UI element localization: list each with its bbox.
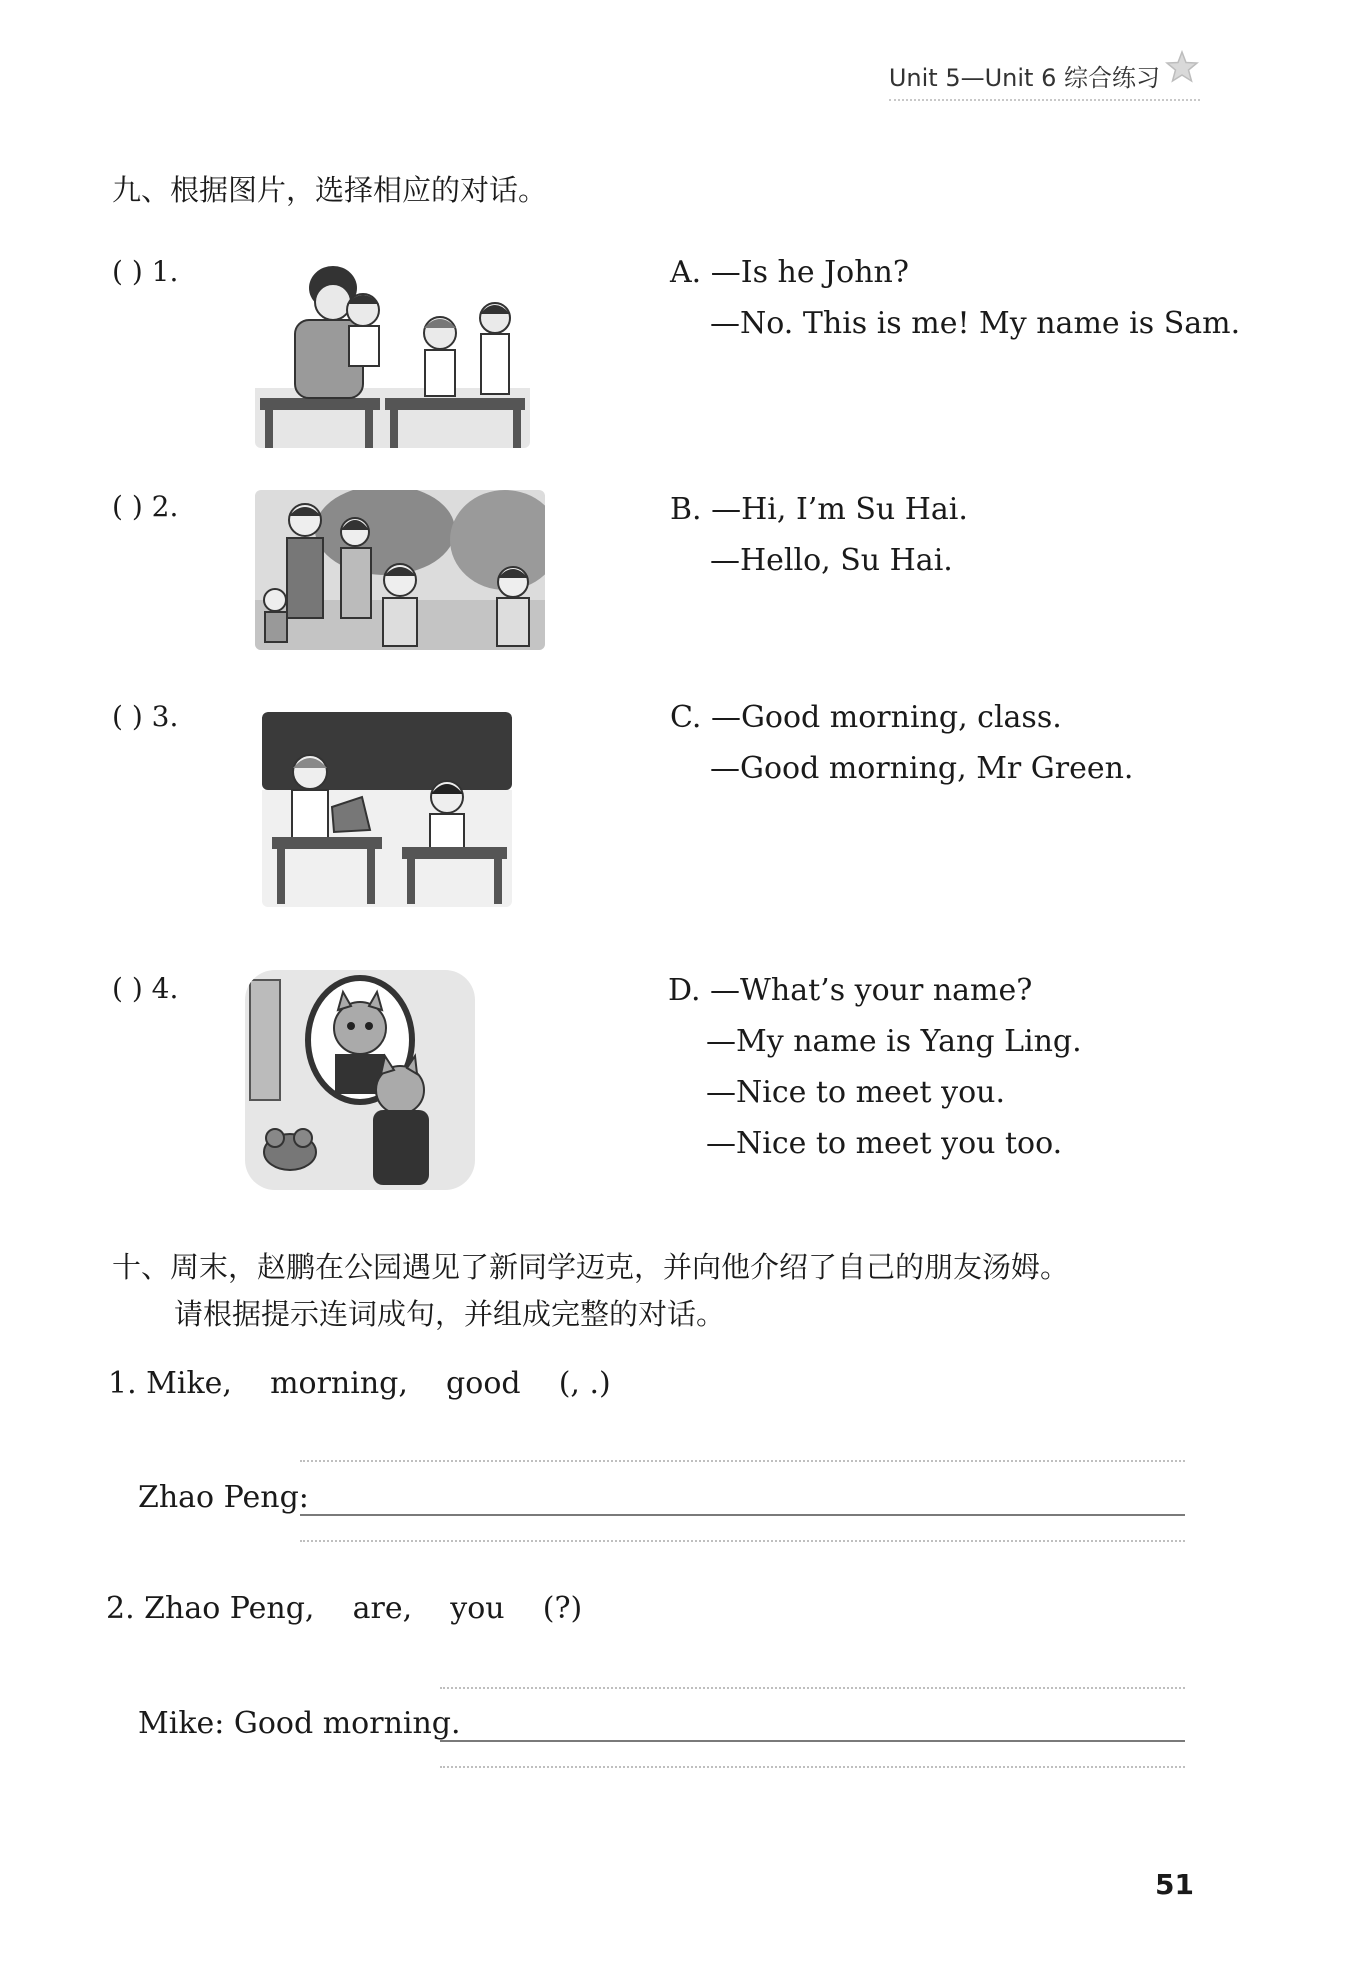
page-number: 51 [1155,1868,1194,1901]
answer-guide-line [440,1766,1185,1768]
option-c-line-2: —Good morning, Mr Green. [710,751,1134,786]
question-10-2-prompt: 2. Zhao Peng, are, you (?) [106,1591,583,1626]
section-10-title-line-1: 十、周末，赵鹏在公园遇见了新同学迈克，并向他介绍了自己的朋友汤姆。 [112,1250,1070,1284]
option-b-line-2: —Hello, Su Hai. [710,543,953,578]
question-4-label: ( ) 4. [112,972,179,1005]
option-c-line-1: C. —Good morning, class. [670,700,1062,735]
speaker-mike: Mike: Good morning. [138,1706,461,1741]
picture-2-park [255,490,545,650]
picture-4-cat-mirror [245,970,475,1190]
option-d-line-3: —Nice to meet you. [706,1075,1006,1110]
option-a-line-2: —No. This is me! My name is Sam. [710,306,1241,341]
option-b-line-1: B. —Hi, I’m Su Hai. [670,492,968,527]
question-1-label: ( ) 1. [112,255,179,288]
option-d-line-2: —My name is Yang Ling. [706,1024,1082,1059]
option-d-line-4: —Nice to meet you too. [706,1126,1063,1161]
page-header: Unit 5—Unit 6 综合练习 [889,58,1200,101]
answer-guide-line [300,1460,1185,1462]
picture-1-classroom [255,258,530,448]
answer-guide-line [300,1540,1185,1542]
answer-guide-line [440,1687,1185,1689]
answer-line-2[interactable] [440,1740,1185,1742]
question-10-1-prompt: 1. Mike, morning, good (, .) [108,1366,611,1401]
question-3-label: ( ) 3. [112,700,179,733]
section-9-title: 九、根据图片，选择相应的对话。 [112,173,548,207]
picture-3-desks [262,712,512,907]
question-2-label: ( ) 2. [112,490,179,523]
star-icon [1165,50,1199,84]
answer-line-1[interactable] [300,1514,1185,1516]
section-10-title-line-2: 请根据提示连词成句，并组成完整的对话。 [174,1297,726,1331]
option-d-line-1: D. —What’s your name? [668,973,1033,1008]
option-a-line-1: A. —Is he John? [670,255,909,290]
speaker-zhao-peng: Zhao Peng: [138,1480,309,1515]
